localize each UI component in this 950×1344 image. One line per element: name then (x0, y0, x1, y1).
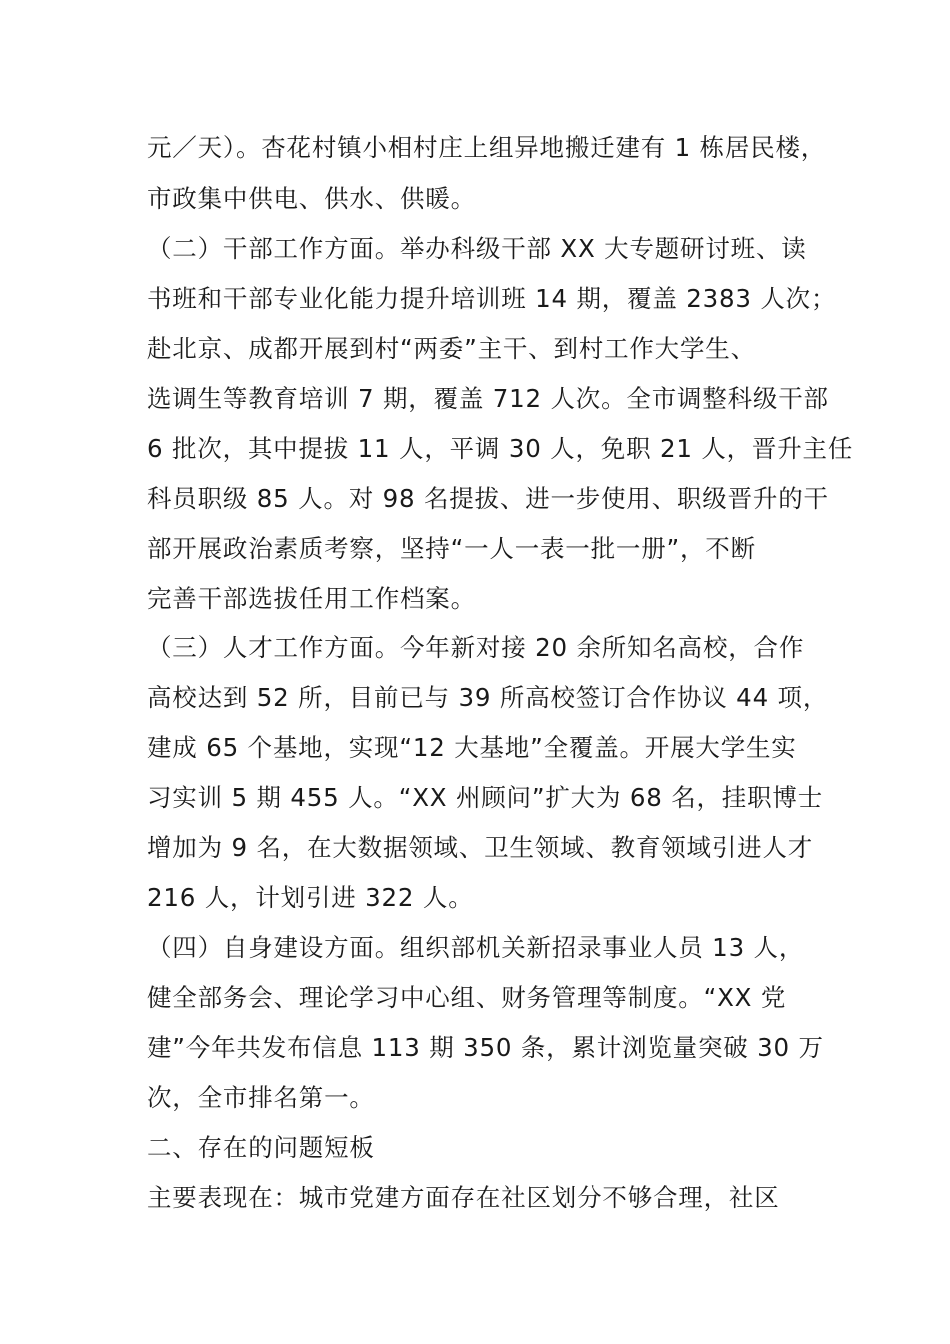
text-line: 赴北京、成都开展到村“两委”主干、到村工作大学生、 (147, 334, 756, 363)
text-line: 书班和干部专业化能力提升培训班 14 期，覆盖 2383 人次； (147, 284, 837, 313)
text-line: （三）人才工作方面。今年新对接 20 余所知名高校，合作 (147, 633, 805, 662)
text-line: 习实训 5 期 455 人。“XX 州顾问”扩大为 68 名，挂职博士 (147, 783, 823, 812)
text-line: 建”今年共发布信息 113 期 350 条，累计浏览量突破 30 万 (147, 1033, 824, 1062)
section-heading: 二、存在的问题短板 (147, 1133, 375, 1162)
text-line: 科员职级 85 人。对 98 名提拔、进一步使用、职级晋升的干 (147, 484, 829, 513)
text-line: 次，全市排名第一。 (147, 1083, 375, 1112)
text-line: 完善干部选拔任用工作档案。 (147, 584, 476, 613)
text-line: 增加为 9 名，在大数据领域、卫生领域、教育领域引进人才 (147, 833, 814, 862)
text-line: 健全部务会、理论学习中心组、财务管理等制度。“XX 党 (147, 983, 787, 1012)
text-line: 216 人，计划引进 322 人。 (147, 883, 474, 912)
text-line: 6 批次，其中提拔 11 人，平调 30 人，免职 21 人，晋升主任 (147, 434, 854, 463)
text-line: （四）自身建设方面。组织部机关新招录事业人员 13 人， (147, 933, 805, 962)
text-line: 建成 65 个基地，实现“12 大基地”全覆盖。开展大学生实 (147, 733, 797, 762)
text-line: 市政集中供电、供水、供暖。 (147, 184, 476, 213)
text-line: 元／天）。杏花村镇小相村庄上组异地搬迁建有 1 栋居民楼， (147, 133, 827, 162)
text-line: （二）干部工作方面。举办科级干部 XX 大专题研讨班、读 (147, 234, 807, 263)
text-line: 高校达到 52 所，目前已与 39 所高校签订合作协议 44 项， (147, 683, 829, 712)
text-line: 主要表现在：城市党建方面存在社区划分不够合理，社区 (147, 1183, 780, 1212)
text-line: 部开展政治素质考察，坚持“一人一表一批一册”，不断 (147, 534, 756, 563)
text-line: 选调生等教育培训 7 期，覆盖 712 人次。全市调整科级干部 (147, 384, 829, 413)
